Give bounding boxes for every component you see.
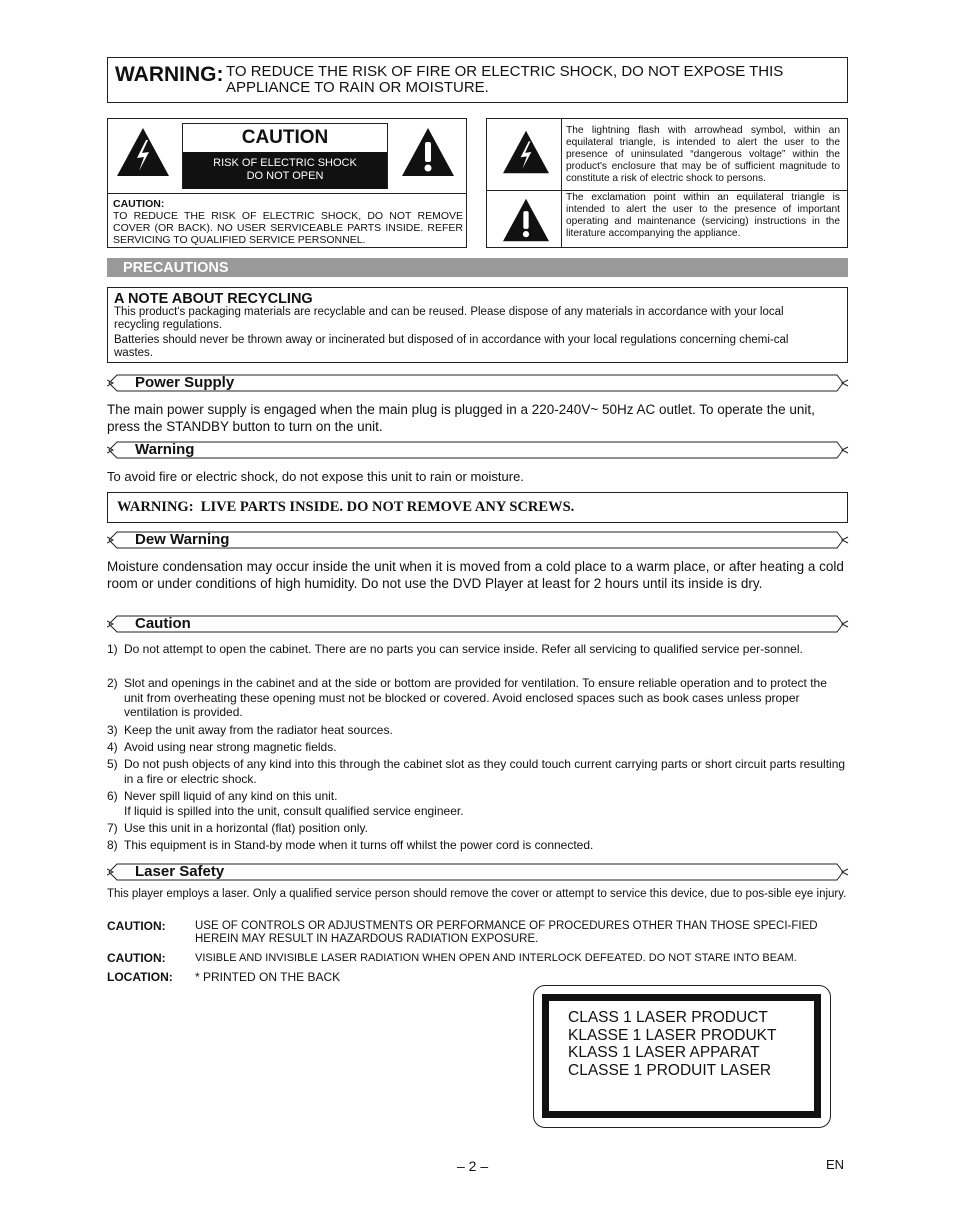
recycling-paragraph-1: This product's packaging materials are recyclable and can be reused. Please dispose of any materials in accordance with your local recycling regulations. bbox=[114, 306, 784, 331]
list-item bbox=[107, 821, 847, 836]
exclamation-triangle-icon bbox=[400, 126, 456, 178]
dew-warning-header bbox=[107, 529, 847, 551]
laser-caution-2-text: VISIBLE AND INVISIBLE LASER RADIATION WHEN OPEN AND INTERLOCK DEFEATED. DO NOT STARE INTO BEAM. bbox=[195, 952, 797, 964]
laser-intro: This player employs a laser. Only a qualified service person should remove the cover or attempt to service this device, due to pos-sible eye injury. bbox=[107, 888, 847, 900]
list-item bbox=[107, 723, 847, 738]
power-supply-text: The main power supply is engaged when the main plug is plugged in a 220-240V~ 50Hz AC outlet. To operate the unit, press the STANDBY button to turn on the unit. bbox=[107, 402, 815, 434]
list-text: Avoid using near strong magnetic fields. bbox=[124, 740, 337, 754]
language-code: EN bbox=[826, 1157, 845, 1172]
lightning-triangle-icon bbox=[115, 126, 171, 178]
caution-divider bbox=[108, 193, 466, 194]
laser-label-inner-border bbox=[542, 994, 821, 1118]
list-number: 8) bbox=[107, 838, 118, 852]
list-number: 2) bbox=[107, 676, 118, 690]
lightning-explanation: The lightning flash with arrowhead symbol, within an equilateral triangle, is intended to alert the user to the presence of uninsulated “dangerous voltage” within the product's enclosure that may be of sufficient magnitude to constitute a risk of electric shock to persons. bbox=[566, 125, 840, 184]
laser-label-lines bbox=[568, 1009, 776, 1079]
recycling-paragraph-2: Batteries should never be thrown away or incinerated but disposed of in accordance with your local regulations concerning chemi-cal wastes. bbox=[114, 334, 789, 359]
caution-header bbox=[107, 613, 847, 635]
list-item bbox=[107, 757, 847, 786]
symbol-vertical-divider bbox=[561, 119, 562, 247]
caution-box-text: TO REDUCE THE RISK OF ELECTRIC SHOCK, DO NOT REMOVE COVER (OR BACK). NO USER SERVICEABLE PARTS INSIDE. REFER SERVICING TO QUALIFIED SERVICE PERSONNEL. bbox=[113, 210, 463, 246]
list-text: Keep the unit away from the radiator heat sources. bbox=[124, 723, 393, 737]
list-number: 6) bbox=[107, 789, 118, 803]
laser-caution-1-text: USE OF CONTROLS OR ADJUSTMENTS OR PERFORMANCE OF PROCEDURES OTHER THAN THOSE SPECI-FIED HEREIN MAY RESULT IN HAZARDOUS RADIATION EXPOSURE. bbox=[195, 920, 818, 945]
recycling-box bbox=[107, 287, 848, 363]
symbol-horizontal-divider bbox=[487, 190, 847, 191]
dew-warning-title: Dew Warning bbox=[135, 531, 230, 548]
exclamation-explanation: The exclamation point within an equilateral triangle is intended to alert the user to the presence of important operating and maintenance (servicing) instructions in the literature accompanying the appliance. bbox=[566, 192, 840, 239]
recycling-title: A NOTE ABOUT RECYCLING bbox=[114, 291, 313, 307]
laser-caution-1-label: CAUTION: bbox=[107, 919, 166, 933]
section-bar-frame bbox=[107, 439, 849, 461]
caution-subline-2: DO NOT OPEN bbox=[246, 170, 324, 182]
top-warning-box bbox=[107, 57, 848, 103]
laser-location-text: * PRINTED ON THE BACK bbox=[195, 970, 341, 984]
precautions-header-bar bbox=[107, 258, 848, 277]
caution-title: Caution bbox=[135, 615, 191, 632]
exclamation-triangle-icon bbox=[501, 197, 551, 243]
list-number: 4) bbox=[107, 740, 118, 754]
list-item bbox=[107, 789, 847, 818]
list-text: Do not push objects of any kind into this through the cabinet slot as they could touch current carrying parts or short circuit parts resulting in a fire or electric shock. bbox=[124, 757, 846, 786]
laser-safety-title: Laser Safety bbox=[135, 863, 225, 880]
warning-text: TO REDUCE THE RISK OF FIRE OR ELECTRIC SHOCK, DO NOT EXPOSE THIS APPLIANCE TO RAIN OR MOISTURE. bbox=[226, 63, 784, 96]
laser-label-line-1: CLASS 1 LASER PRODUCT bbox=[568, 1009, 768, 1026]
list-text: Never spill liquid of any kind on this unit. bbox=[124, 789, 338, 803]
list-item bbox=[107, 676, 847, 720]
power-supply-title: Power Supply bbox=[135, 374, 235, 391]
list-text-continued: If liquid is spilled into the unit, consult qualified service engineer. bbox=[124, 803, 464, 818]
warning-header bbox=[107, 439, 847, 461]
list-text: This equipment is in Stand-by mode when it turns off whilst the power cord is connected. bbox=[124, 838, 594, 852]
list-text: Slot and openings in the cabinet and at the side or bottom are provided for ventilation. To ensure reliable operation and to protect the unit from overheating these opening must not be blocked or covered. Avoid enclosed spaces such as book cases unless proper ventilation is provided. bbox=[124, 676, 827, 719]
laser-label-line-4: CLASSE 1 PRODUIT LASER bbox=[568, 1061, 772, 1079]
live-parts-box bbox=[107, 492, 848, 523]
warning-word: WARNING: bbox=[115, 63, 224, 86]
lightning-triangle-icon bbox=[501, 129, 551, 175]
laser-caution-2-label: CAUTION: bbox=[107, 951, 166, 965]
list-text: Use this unit in a horizontal (flat) position only. bbox=[124, 821, 368, 835]
caution-box bbox=[107, 118, 467, 248]
laser-safety-header bbox=[107, 861, 847, 883]
caution-box-label: CAUTION: bbox=[113, 198, 165, 210]
precautions-header: PRECAUTIONS bbox=[123, 260, 229, 276]
caution-title: CAUTION bbox=[241, 127, 329, 148]
laser-label-line-3: KLASS 1 LASER APPARAT bbox=[568, 1044, 760, 1061]
list-text: Do not attempt to open the cabinet. There are no parts you can service inside. Refer all servicing to qualified service per-sonnel. bbox=[124, 642, 803, 656]
caution-label-panel bbox=[182, 123, 388, 189]
list-item bbox=[107, 642, 847, 657]
power-supply-header bbox=[107, 372, 847, 394]
list-number: 7) bbox=[107, 821, 118, 835]
laser-product-label bbox=[533, 985, 831, 1128]
list-number: 1) bbox=[107, 642, 118, 656]
laser-label-line-2: KLASSE 1 LASER PRODUKT bbox=[568, 1026, 777, 1044]
section-bar-frame bbox=[107, 613, 849, 635]
list-item bbox=[107, 740, 847, 755]
page-number: – 2 – bbox=[457, 1158, 489, 1174]
list-number: 3) bbox=[107, 723, 118, 737]
warning-text-body: To avoid fire or electric shock, do not expose this unit to rain or moisture. bbox=[107, 469, 524, 484]
laser-location-label: LOCATION: bbox=[107, 970, 173, 984]
warning-title: Warning bbox=[135, 441, 195, 458]
caution-subline-1: RISK OF ELECTRIC SHOCK bbox=[213, 157, 357, 169]
list-item bbox=[107, 838, 847, 853]
caution-dark-strip bbox=[183, 152, 387, 189]
live-parts-text: WARNING: LIVE PARTS INSIDE. DO NOT REMOVE ANY SCREWS. bbox=[117, 499, 575, 515]
symbol-explanation-box bbox=[486, 118, 848, 248]
dew-warning-text: Moisture condensation may occur inside the unit when it is moved from a cold place to a warm place, or after heating a cold room or under conditions of high humidity. Do not use the DVD Player at least for 2 hours until its inside is dry. bbox=[107, 559, 844, 591]
list-number: 5) bbox=[107, 757, 118, 771]
